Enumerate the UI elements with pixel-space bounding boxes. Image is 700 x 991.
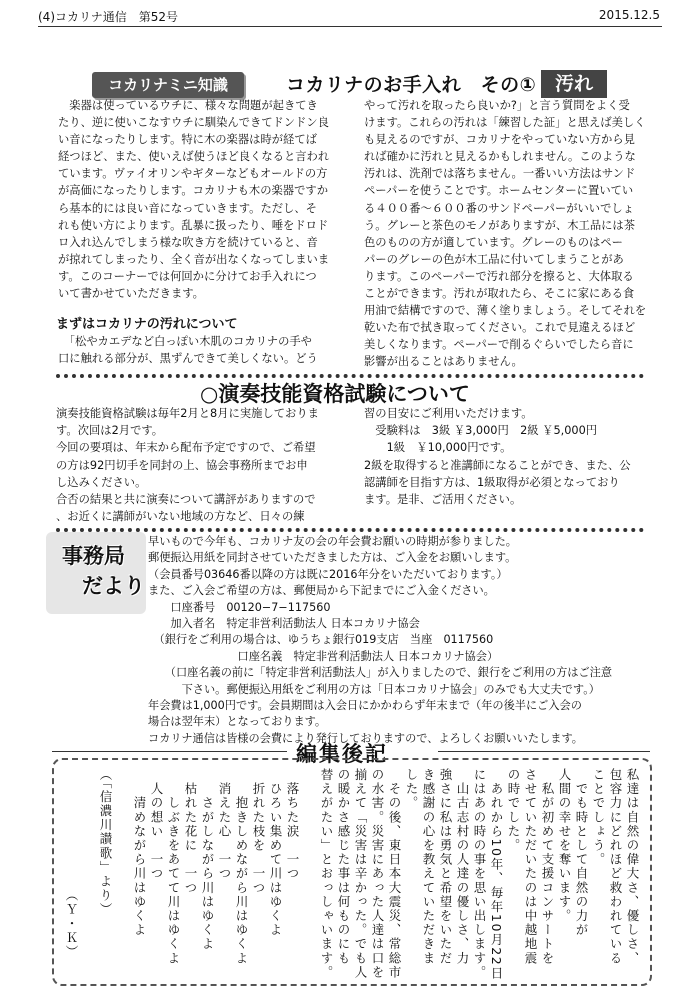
article-line: 「松やカエデなど白っぽい木肌のコカリナの手や	[58, 335, 312, 348]
article-line: ています。ヴァイオリンやギターなどもオールドの方	[58, 167, 328, 181]
editorial-title: 編集後記	[296, 742, 388, 766]
exam-line: 習の目安にご利用いただけます。	[364, 407, 533, 420]
article-line: やって汚れを取ったら良いか?」と言う質問をよく受	[364, 99, 630, 112]
office-line: 下さい。郵便振込用紙をご利用の方は「日本コカリナ協会」のみでも大丈夫です。）	[148, 682, 600, 696]
article-column-left	[58, 97, 336, 302]
exam-line: 今回の要項は、年末から配布予定ですので、ご希望	[56, 441, 316, 455]
exam-line: 1級 ￥10,000円です。	[364, 441, 512, 455]
dotted-divider	[56, 528, 644, 532]
exam-line: し込みください。	[56, 475, 147, 489]
office-line: 口座番号 00120−7−117560	[148, 600, 331, 614]
exam-line: ます。是非、ご活用ください。	[364, 493, 522, 507]
editorial-column: しぶきをあてて川はゆくよ	[166, 768, 181, 966]
header-divider	[38, 26, 662, 27]
editorial-column: 人間の幸せを奪います。	[557, 768, 572, 924]
editorial-column: あれから10年、毎年10月22日	[489, 768, 504, 981]
office-line: また、ご入会ご希望の方は、郵便局から下記までにご入金ください。	[148, 584, 495, 598]
article-line: 乾いた布で拭き取ってください。これで見違えるほど	[364, 321, 636, 335]
editorial-column: ひろい集めて川はゆくよ	[268, 768, 283, 938]
editorial-column: の水害。災害にあった人達は口を	[370, 768, 385, 980]
article-line: う。グレーと茶色のモノがありますが、木工品には茶	[364, 218, 636, 232]
editorial-column: その後、東日本大震災、常総市	[387, 768, 402, 980]
article-line: 口に触れる部分が、黒ずんできて美しくない。どう	[58, 352, 318, 366]
issue-date: 2015.12.5	[598, 8, 660, 22]
article-line: ことができます。汚れが取れたら、そこに家にある食	[364, 287, 635, 301]
exam-line: 2級を取得すると准講師になることができ、また、公	[364, 458, 631, 472]
article-line: 汚れは、洗剤では落ちません。一番いい方法はサンド	[364, 167, 636, 181]
editorial-column: 替えがたい」とおっしゃいます。	[319, 768, 334, 980]
office-line: 加入者名 特定非営利活動法人 日本コカリナ協会	[148, 617, 420, 631]
exam-line: 受験料は 3級 ￥3,000円 2級 ￥5,000円	[364, 424, 598, 438]
editorial-column: 包容力にどれほど救われている	[608, 768, 623, 966]
office-line: （会員番号03646番以降の方は既に2016年分をいただいております。）	[148, 567, 508, 581]
newsletter-issue: (4)コカリナ通信 第52号	[38, 10, 179, 24]
article-column-right	[364, 97, 652, 371]
editorial-column: 私達は自然の偉大さ、優しさ、	[625, 768, 640, 966]
editorial-column: させていただいたのは中越地震	[523, 768, 538, 966]
article-line: ペーパーを使うことです。ホームセンターに置いてい	[364, 184, 634, 198]
editorial-column: 落ちた涙 一つ	[285, 768, 300, 881]
editorial-column: 人の想い 一つ	[149, 768, 164, 881]
office-line: （口座名義の前に「特定非営利活動法人」が入りましたので、銀行をご利用の方はご注意	[148, 666, 613, 680]
article-title-highlight: 汚れ	[541, 70, 607, 98]
editorial-column: 私が初めて支援コンサートを	[540, 768, 555, 966]
office-line: コカリナ通信は皆様の会費により発行しておりますので、よろしくお願いいたします。	[148, 731, 583, 745]
article-line: 影響が出ることはありません。	[364, 355, 523, 369]
article-line: 色のものの方が適しています。グレーのものはペー	[364, 235, 623, 249]
editorial-column: さがしながら川はゆくよ	[200, 768, 215, 952]
exam-column-right	[364, 405, 654, 508]
exam-line: 、お近くに講師がいない地域の方など、日々の練	[56, 510, 305, 524]
article-line: 用油で結構ですので、薄く塗りましょう。そしてそれを	[364, 304, 647, 318]
exam-line: 合否の結果と共に演奏について講評がありますので	[56, 493, 316, 507]
article-subheading: まずはコカリナの汚れについて	[56, 317, 238, 332]
article-line: い音になったりします。特に木の楽器は時が経てば	[58, 133, 317, 147]
editorial-column: でも時として自然の力が	[574, 768, 589, 938]
exam-section-title: ○演奏技能資格試験について	[200, 382, 470, 406]
article-line: けます。これらの汚れは「練習した証」と思えば美しく	[364, 116, 646, 130]
article-line: ロ入れ込んでしまう様な吹き方を続けていると、音	[58, 235, 318, 249]
office-news-label: 事務局	[62, 544, 125, 568]
editorial-column: 山古志村の人達の優しさ、力	[455, 768, 470, 966]
editorial-column: した。	[404, 768, 419, 811]
article-line: ります。このペーパーで汚れ部分を擦ると、大体取る	[364, 269, 634, 283]
office-line: 口座名義 特定非営利活動法人 日本コカリナ協会）	[148, 649, 499, 663]
office-news-body	[148, 534, 668, 747]
article-line: が掠れてしまったり、全く音が出なくなってしまいま	[58, 252, 330, 266]
editorial-title-rule	[438, 751, 650, 752]
editorial-column: き感謝の心を教えていただきま	[421, 768, 436, 966]
article-column-left-bottom	[58, 333, 336, 367]
editorial-column: 揃えて「災害は辛かった。でも人	[353, 768, 368, 980]
editorial-column: （「信濃川讃歌」より）	[98, 768, 113, 917]
article-line: いて書かせていただきます。	[58, 287, 204, 301]
editorial-column: 清めながら川はゆくよ	[132, 768, 147, 938]
article-line: 楽器は使っているウチに、様々な問題が起きてき	[58, 99, 318, 112]
editorial-column: にはあの時の事を思い出します。	[472, 768, 487, 980]
article-line: たり、逆に使いこなすウチに馴染んできてドンドン良	[58, 116, 329, 130]
exam-line: の方は92円切手を同封の上、協会事務所までお申	[56, 458, 308, 472]
exam-column-left	[56, 405, 346, 525]
editorial-column: （Ｙ・Ｋ）	[64, 768, 79, 960]
mini-knowledge-badge: コカリナミニ知識	[92, 72, 244, 98]
office-line: 早いもので今年も、コカリナ友の会の年会費お願いの時期が参りました。	[148, 535, 517, 548]
article-line: す。このコーナーでは何回かに分けてお手入れにつ	[58, 269, 317, 283]
article-line: が高価になったりします。コカリナも木の楽器ですか	[58, 184, 328, 198]
editorial-column: の暖かさ感じた事は何ものにも	[336, 768, 351, 966]
article-line: る４００番～６００番のサンドペーパーがいいでしょ	[364, 201, 634, 215]
office-line: 場合は翌年末）となっております。	[148, 715, 327, 729]
editorial-column: 折れた枝を 一つ	[251, 768, 266, 895]
article-line: も見えるのですが、コカリナをやっていない方から見	[364, 133, 635, 147]
article-line: 経つほど、また、使いえば使うほど良くなると言われ	[58, 150, 330, 164]
editorial-column: ことでしょう。	[591, 768, 606, 867]
exam-line: す。次回は2月です。	[56, 424, 164, 438]
editorial-column: 枯れた花に 一つ	[183, 768, 198, 895]
article-line: ら基本的には良い音になっていきます。ただし、そ	[58, 201, 317, 215]
article-title: コカリナのお手入れ その①	[286, 74, 537, 96]
editorial-column: 抱きしめながら川はゆくよ	[234, 768, 249, 966]
article-line: れも使い方によります。乱暴に扱ったり、唾をドロド	[58, 218, 329, 232]
office-line: 郵便振込用紙を同封させていただきました方は、ご入金をお願いします。	[148, 551, 517, 565]
article-line: れば確かに汚れと見えるかもしれません。このような	[364, 150, 636, 164]
editorial-column: の時でした。	[506, 768, 521, 853]
exam-line: 認講師を目指す方は、1級取得が必須となっており	[364, 475, 620, 489]
office-line: 年会費は1,000円です。会員期間は入会日にかかわらず年末まで（年の後半にご入会の	[148, 699, 582, 713]
office-line: （銀行をご利用の場合は、ゆうちょ銀行019支店 当座 0117560	[148, 633, 494, 647]
article-line: 美しくなります。ペーパーで削るぐらいでしたら音に	[364, 338, 634, 352]
editorial-column: 強さに私は勇気と希望をいただ	[438, 768, 453, 966]
article-line: パーのグレーの色が木工品に付いてしまうことがあ	[364, 252, 624, 266]
editorial-title-rule	[52, 751, 287, 752]
exam-line: 演奏技能資格試験は毎年2月と8月に実施しておりま	[56, 407, 319, 420]
office-news-label: だより	[82, 574, 145, 598]
editorial-column: 消えた心 一つ	[217, 768, 232, 881]
